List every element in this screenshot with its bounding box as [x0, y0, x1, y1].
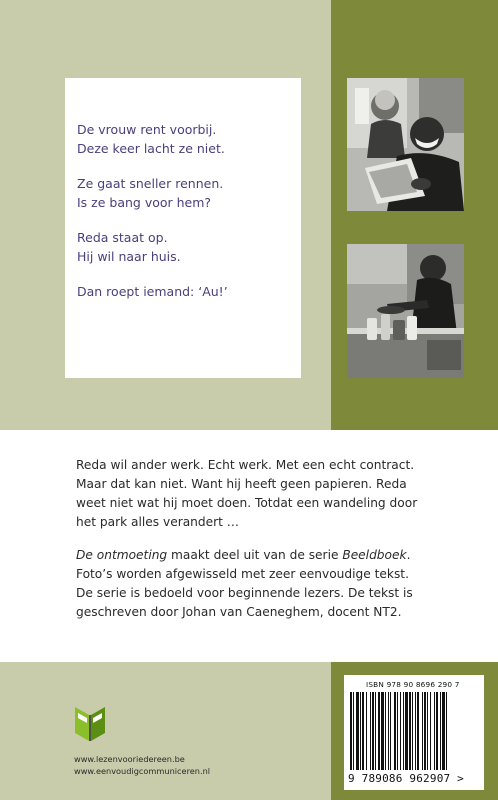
barcode-bar [366, 692, 367, 770]
barcode-bar [381, 692, 384, 770]
blurb-paragraph-1 [76, 456, 496, 532]
barcode-bar [442, 692, 445, 770]
blurb-line: De serie is bedoeld voor beginnende lezers. De tekst is [76, 586, 413, 600]
barcode-bar [375, 692, 376, 770]
barcode-digits: 9 789086 962907 > [348, 772, 464, 785]
poem-stanza-1 [77, 120, 228, 158]
poem-line: Reda staat op. [77, 230, 168, 245]
blurb-paragraph-2 [76, 546, 496, 622]
barcode [344, 675, 484, 790]
barcode-bar [440, 692, 441, 770]
barcode-bar [446, 692, 447, 770]
url-lezenvooriedereen[interactable]: www.lezenvooriedereen.be [74, 754, 185, 764]
blurb-line: het park alles verandert … [76, 515, 239, 529]
poem-line: Is ze bang voor hem? [77, 195, 212, 210]
barcode-bar [415, 692, 416, 770]
barcode-bar [434, 692, 435, 770]
barcode-bar [403, 692, 404, 770]
barcode-bar [353, 692, 354, 770]
cover-bottom-panel [0, 662, 331, 800]
barcode-bar [394, 692, 396, 770]
poem-line: Ze gaat sneller rennen. [77, 176, 224, 191]
poem-card [65, 78, 301, 378]
barcode-bar [390, 692, 391, 770]
publisher-urls [74, 753, 210, 777]
poem-line: De vrouw rent voorbij. [77, 122, 217, 137]
barcode-bar [370, 692, 371, 770]
url-eenvoudigcommuniceren[interactable]: www.eenvoudigcommuniceren.nl [74, 766, 211, 776]
barcode-bar [362, 692, 364, 770]
barcode-bar [350, 692, 352, 770]
barcode-bar [372, 692, 374, 770]
poem-text [77, 120, 228, 317]
barcode-bar [400, 692, 401, 770]
poem-line: Deze keer lacht ze niet. [77, 141, 225, 156]
blurb-text [76, 456, 496, 636]
photo-kitchen [347, 244, 464, 378]
barcode-bar [417, 692, 419, 770]
book-logo-icon [73, 703, 107, 743]
barcode-bar [427, 692, 428, 770]
blurb-line: weet niet wat hij moet doen. Totdat een wandeling door [76, 496, 418, 510]
barcode-bar [397, 692, 398, 770]
blurb-line: Foto’s worden afgewisseld met zeer eenvoudige tekst. [76, 567, 409, 581]
poem-stanza-4 [77, 282, 228, 301]
blurb-line: geschreven door Johan van Caeneghem, docent NT2. [76, 605, 402, 619]
barcode-bar [424, 692, 426, 770]
isbn-label: ISBN 978 90 8696 290 7 [366, 680, 460, 689]
barcode-bar [430, 692, 431, 770]
poem-stanza-2 [77, 174, 228, 212]
barcode-bar [409, 692, 411, 770]
barcode-bar [436, 692, 438, 770]
blurb-text-fragment: maakt deel uit van de serie [167, 548, 343, 562]
barcode-bar [405, 692, 408, 770]
photo-kitchen-image [347, 244, 464, 378]
barcode-bar [385, 692, 386, 770]
barcode-bar [412, 692, 413, 770]
barcode-bar [360, 692, 361, 770]
barcode-bar [356, 692, 359, 770]
blurb-line: Reda wil ander werk. Echt werk. Met een echt contract. [76, 458, 415, 472]
book-logo-graphic [73, 703, 107, 743]
blurb-line: Maar dat kan niet. Want hij heeft geen papieren. Reda [76, 477, 407, 491]
poem-line: Dan roept iemand: ‘Au!’ [77, 284, 228, 299]
barcode-bar [388, 692, 389, 770]
series-title: Beeldboek [342, 548, 407, 562]
barcode-bar [422, 692, 423, 770]
blurb-line [76, 546, 496, 565]
barcode-bar [378, 692, 380, 770]
poem-stanza-3 [77, 228, 228, 266]
photo-reading-image [347, 78, 464, 211]
book-title: De ontmoeting [76, 548, 168, 562]
barcode-bars [350, 692, 478, 770]
photo-reading [347, 78, 464, 211]
poem-line: Hij wil naar huis. [77, 249, 181, 264]
blurb-text-fragment: . [406, 548, 411, 562]
